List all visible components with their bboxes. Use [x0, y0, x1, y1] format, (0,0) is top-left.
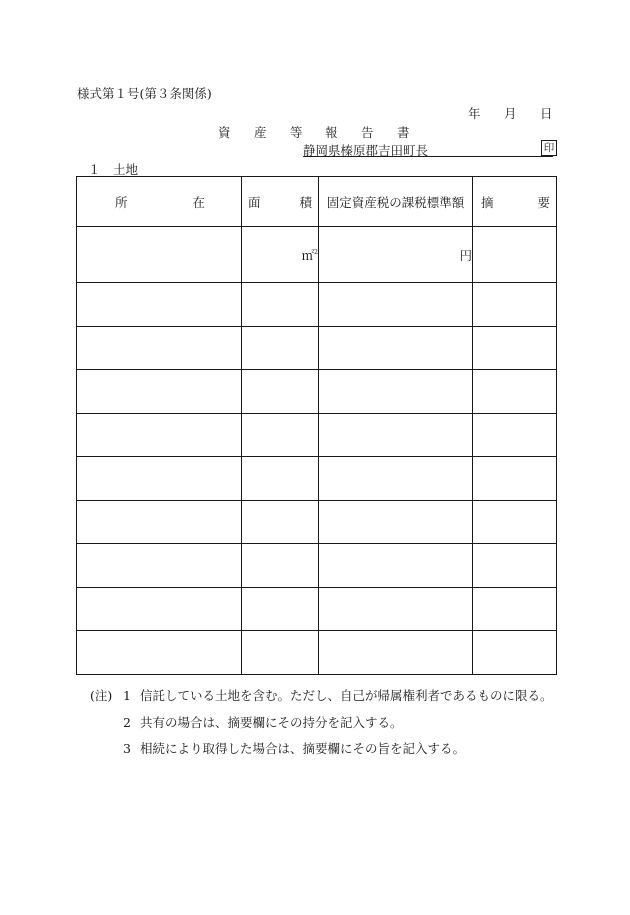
cell-location[interactable] [77, 283, 242, 327]
table-row [77, 500, 557, 544]
cell-remarks[interactable] [473, 227, 557, 283]
cell-area[interactable] [242, 227, 319, 283]
note-number: 3 [123, 741, 131, 756]
cell-remarks[interactable] [473, 587, 557, 631]
section-label-land: １ 土地 [88, 162, 139, 177]
document-title-char: 等 [290, 125, 303, 140]
unit-square-meter: ㎡ [301, 247, 315, 263]
table-row [77, 587, 557, 631]
cell-location[interactable] [77, 587, 242, 631]
note-number: 1 [123, 688, 131, 703]
header-location-char: 在 [192, 194, 205, 210]
cell-location[interactable] [77, 500, 242, 544]
recipient-name: 静岡県榛原郡吉田町長 [303, 141, 553, 157]
cell-assessed-value[interactable] [319, 544, 473, 588]
document-title-char: 報 [325, 125, 338, 140]
note-text: 相続により取得した場合は、摘要欄にその旨を記入する。 [140, 741, 466, 756]
document-title-char: 告 [361, 125, 374, 140]
cell-remarks[interactable] [473, 326, 557, 370]
cell-location[interactable] [77, 544, 242, 588]
document-title-char: 書 [397, 125, 410, 140]
header-area-char: 面 [248, 194, 261, 210]
cell-location[interactable] [77, 631, 242, 675]
cell-location[interactable] [77, 370, 242, 414]
land-asset-table [76, 176, 557, 675]
table-row [77, 457, 557, 501]
table-header-row [77, 177, 557, 227]
table-row [77, 326, 557, 370]
cell-location[interactable] [77, 227, 242, 283]
form-number: 様式第１号(第３条関係) [77, 86, 212, 101]
cell-assessed-value[interactable] [319, 587, 473, 631]
cell-remarks[interactable] [473, 457, 557, 501]
header-remarks-char: 摘 [481, 194, 494, 210]
cell-assessed-value[interactable] [319, 457, 473, 501]
note-number: 2 [123, 715, 131, 730]
header-location-char: 所 [115, 194, 128, 210]
note-item [123, 713, 403, 731]
cell-remarks[interactable] [473, 544, 557, 588]
cell-location[interactable] [77, 326, 242, 370]
note-text: 信託している土地を含む。ただし、自己が帰属権利者であるものに限る。 [140, 688, 553, 703]
cell-assessed-value[interactable] [319, 500, 473, 544]
cell-assessed-value[interactable] [319, 283, 473, 327]
unit-square-meter-superscript: 2 [314, 248, 318, 256]
cell-remarks[interactable] [473, 500, 557, 544]
cell-area[interactable] [242, 544, 319, 588]
header-remarks [473, 177, 557, 227]
unit-yen: 円 [459, 247, 472, 263]
header-remarks-char: 要 [537, 194, 550, 210]
cell-assessed-value[interactable] [319, 413, 473, 457]
table-row [77, 283, 557, 327]
cell-area[interactable] [242, 457, 319, 501]
cell-assessed-value[interactable] [319, 631, 473, 675]
cell-location[interactable] [77, 457, 242, 501]
cell-area[interactable] [242, 370, 319, 414]
cell-assessed-value[interactable] [319, 370, 473, 414]
cell-area[interactable] [242, 283, 319, 327]
cell-location[interactable] [77, 413, 242, 457]
notes-label: (注) [90, 688, 113, 703]
document-title-char: 資 [218, 125, 231, 140]
table-row [77, 544, 557, 588]
cell-area[interactable] [242, 500, 319, 544]
table-row [77, 370, 557, 414]
date-day-label: 日 [540, 106, 553, 121]
date-year-label: 年 [468, 106, 481, 121]
table-row [77, 227, 557, 283]
note-item [123, 739, 465, 757]
header-assessed-value: 固定資産税の課税標準額 [319, 177, 473, 227]
cell-remarks[interactable] [473, 370, 557, 414]
header-area [242, 177, 319, 227]
document-title-char: 産 [254, 125, 267, 140]
table-row [77, 631, 557, 675]
note-text: 共有の場合は、摘要欄にその持分を記入する。 [140, 715, 403, 730]
cell-area[interactable] [242, 326, 319, 370]
cell-assessed-value[interactable] [319, 326, 473, 370]
date-month-label: 月 [504, 106, 517, 121]
cell-remarks[interactable] [473, 283, 557, 327]
seal-mark: 印 [541, 140, 557, 156]
cell-area[interactable] [242, 631, 319, 675]
cell-area[interactable] [242, 413, 319, 457]
header-area-char: 積 [299, 194, 312, 210]
cell-remarks[interactable] [473, 631, 557, 675]
cell-remarks[interactable] [473, 413, 557, 457]
table-row [77, 413, 557, 457]
cell-area[interactable] [242, 587, 319, 631]
cell-assessed-value[interactable] [319, 227, 473, 283]
note-item [123, 686, 553, 704]
header-location [77, 177, 242, 227]
